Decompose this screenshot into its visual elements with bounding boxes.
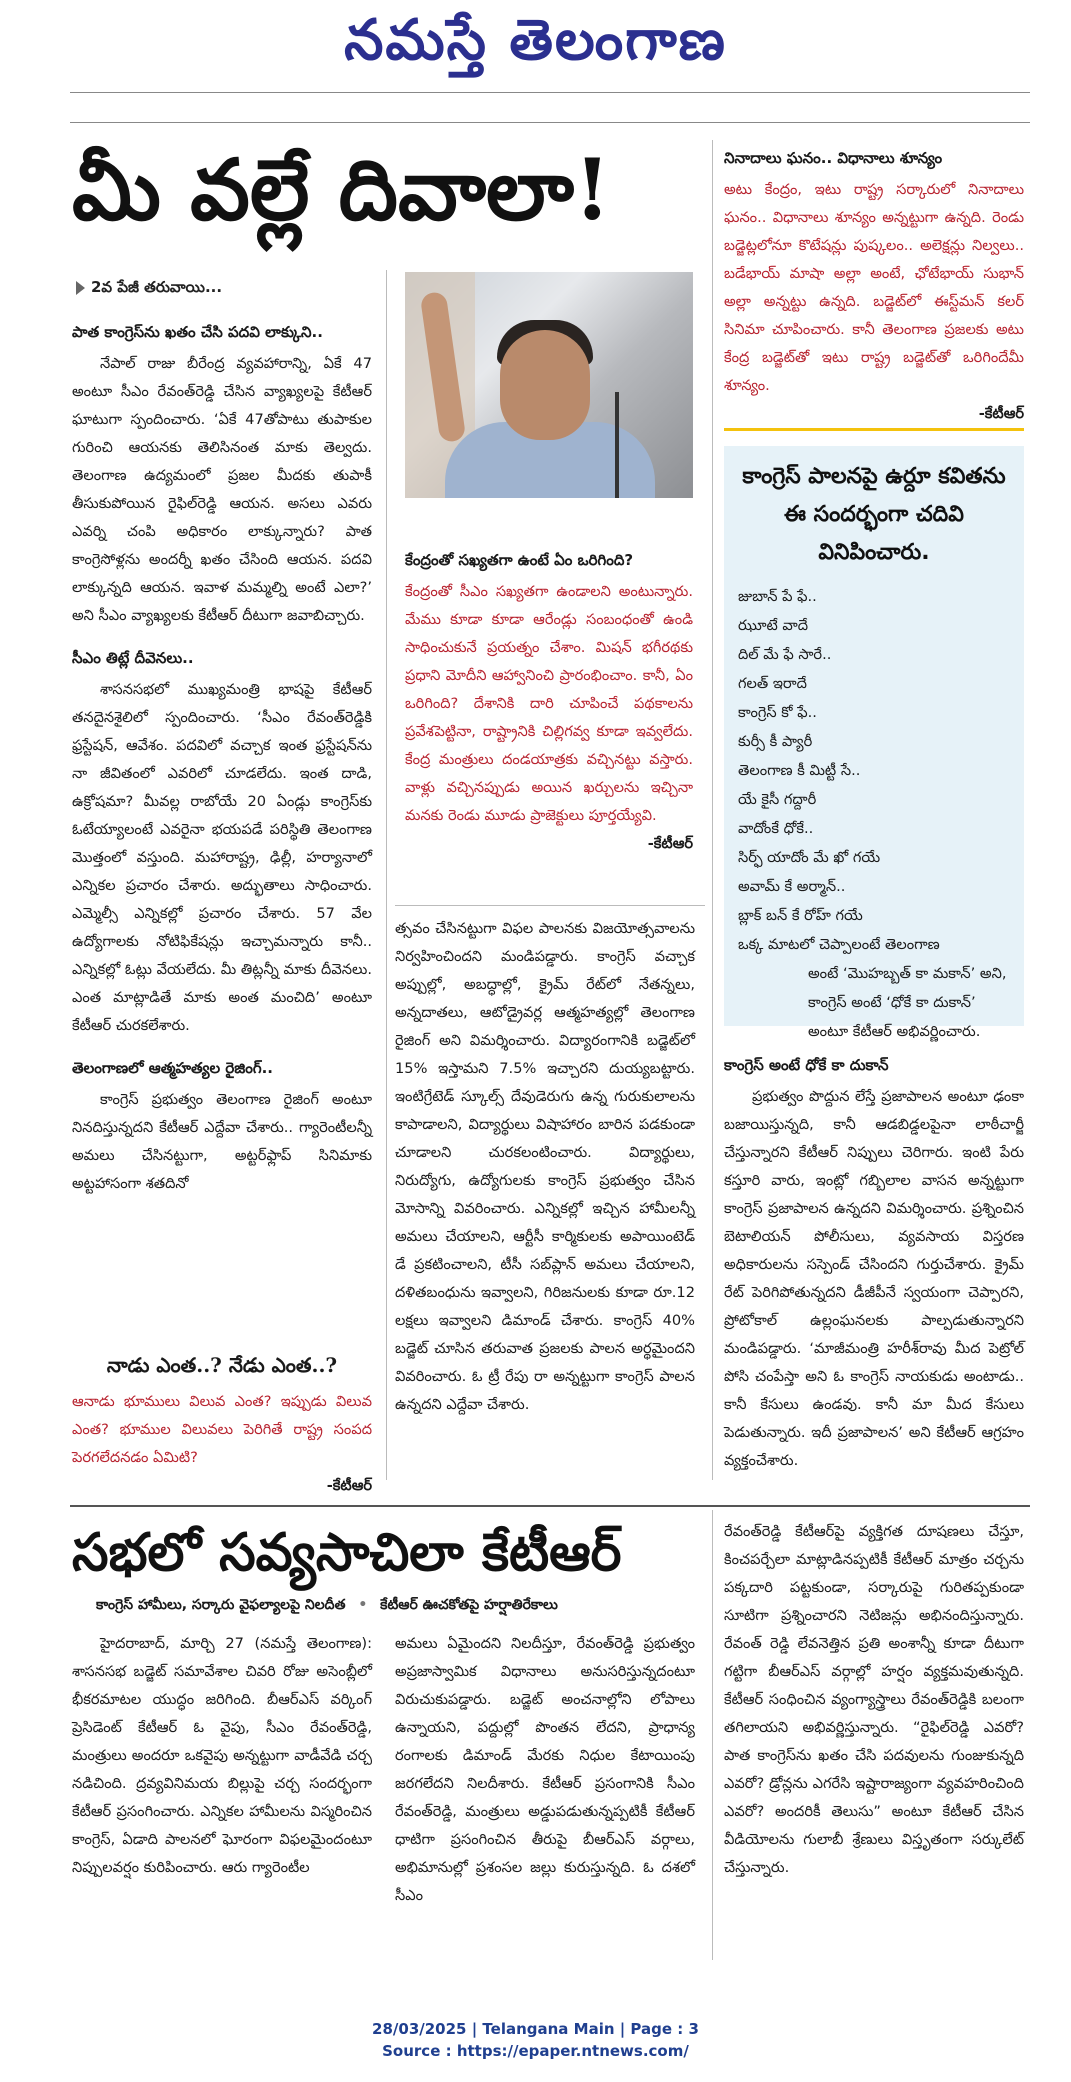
column-divider — [386, 270, 387, 1480]
poem-line: అంటూ కేటీఆర్‌ అభివర్ణించారు. — [808, 1023, 981, 1040]
paragraph: అటు కేంద్రం, ఇటు రాష్ట్ర సర్కారులో నినాదాలు ఘనం.. విధానాలు శూన్యం అన్నట్టుగా ఉన్నది. రెండు బడ్జెట్లలోనూ కొటేషన్లు పుష్కలం.. అలెక్షన్లు నిల్వలు.. బడేభాయ్‌ మాషా అల్లా అంటే, ఛోటేభాయ్‌ సుభాన్‌ అల్లా అన్నట్టు ఉన్నది. బడ్జెట్‌లో ఈస్ట్‌మన్‌ కలర్‌ సినిమా చూపించారు. కానీ తెలంగాణ ప్రజలకు అటు కేంద్ర బడ్జెట్‌తో ఇటు రాష్ట్ర బడ్జెట్‌తో ఒరిగిందేమీ శూన్యం. — [724, 181, 1024, 394]
footer-source: Source : https://epaper.ntnews.com/ — [382, 2042, 689, 2060]
poem-lines — [724, 582, 1024, 1046]
bottom-column-1 — [72, 1630, 372, 1882]
column-divider — [712, 140, 713, 1480]
paragraph: కాంగ్రెస్‌ ప్రభుత్వం తెలంగాణ రైజింగ్‌ అంటూ నినదిస్తున్నదని కేటీఆర్‌ ఎద్దేవా చేశారు.. గ్యారెంటీలన్నీ అమలు చేసినట్టుగా, అట్టర్‌ఫ్లాప్‌ సినిమాకు అట్టహాసంగా శతదినో — [72, 1091, 372, 1192]
section-divider — [395, 905, 705, 906]
poem-line: కాంగ్రెస్‌ అంటే ‘ధోకే కా దుకాన్‌’ — [808, 994, 976, 1011]
signature: -కేటీఆర్‌ — [978, 405, 1024, 422]
poem-line: జుబాన్‌ పే ఫే.. — [738, 588, 817, 605]
poem-line: దిల్‌ మే ఫే సారే.. — [738, 646, 832, 663]
bottom-headline: సభలో సవ్యసాచిలా కేటీఆర్‌ — [72, 1522, 622, 1583]
box-title: కాంగ్రెస్‌ పాలనపై ఉర్దూ కవితను ఈ సందర్భంగా చదివి వినిపించారు. — [742, 464, 1006, 565]
deck-right: కేటీఆర్‌ ఊచకోతపై హర్షాతిరేకాలు — [380, 1597, 558, 1613]
top-rule — [70, 122, 1030, 123]
poem-line: ఒక్క మాటలో చెప్పాలంటే తెలంగాణ — [738, 936, 940, 953]
bottom-deck — [96, 1597, 558, 1616]
poem-line: ఝూటే వాదే — [738, 617, 809, 634]
poem-line: బ్లాక్‌ బన్‌ కే రోహ్‌ గయే — [738, 907, 863, 924]
poem-line: కుర్సీ కీ ప్యారీ — [738, 733, 813, 750]
column-2-sidebar — [405, 540, 693, 858]
sidebar-signature: -కేటీఆర్‌ — [647, 835, 693, 852]
poem-line: అవామ్‌ కే అర్మాన్‌.. — [738, 878, 846, 895]
section-heading: సీఎం తిట్లే దీవెనలు.. — [72, 649, 194, 667]
column-2 — [395, 915, 695, 1419]
sidebar-body: కేంద్రంతో సీఎం సఖ్యతగా ఉండాలని అంటున్నారు. మేము కూడా కూడా ఆరేండ్లు సంబంధంతో ఉండి సాధించుకునే ప్రయత్నం చేశాం. మిషన్‌ భగీరథకు ప్రధాని మోదీని ఆహ్వానించి ప్రారంభించాం. కానీ, ఏం ఒరిగింది? దేశానికి దారి చూపించే పథకాలను ప్రవేశపెట్టినా, రాష్ట్రానికి చిల్లిగవ్వ కూడా ఇవ్వలేదు. కేంద్ర మంత్రులు దండయాత్రకు వచ్చినట్టు వస్తారు. వాళ్లు వచ్చినప్పుడు అయిన ఖర్చులను ఇచ్చినా మనకు రెండు మూడు ప్రాజెక్టులు పూర్తయ్యేవి. — [405, 583, 693, 824]
yellow-rule — [724, 428, 1024, 431]
column-3-bottom — [724, 1045, 1024, 1475]
sidebar-heading: కేంద్రంతో సఖ్యతగా ఉంటే ఏం ఒరిగింది? — [405, 551, 634, 569]
continuation-note — [76, 278, 222, 300]
poem-line: కాంగ్రెస్‌ కో ఫే.. — [738, 704, 817, 721]
paragraph: శాసనసభలో ముఖ్యమంత్రి భాషపై కేటీఆర్‌ తనదైనశైలిలో స్పందించారు. ‘సీఎం రేవంత్‌రెడ్డికి ఫ్రస్టేషన్‌, ఆవేశం. పదవిలో వచ్చాక ఇంత ఫ్రస్టేషన్‌ను నా జీవితంలో ఎవరిలో చూడలేదు. ఇంత దాడి, ఉక్రోషమా? మీవల్ల రాబోయే 20 ఏండ్లు కాంగ్రెస్‌కు ఓటేయ్యాలంటే ఎవరైనా భయపడే పరిస్థితి తెలంగాణ మొత్తంలో వస్తుంది. మహారాష్ట్ర, ఢిల్లీ, హర్యానాలో ఎన్నికల ప్రచారం చేశారు. అద్భుతాలు సాధించారు. ఎమ్మెల్సీ ఎన్నికల్లో ప్రచారం చేశారు. 57 వేల ఉద్యోగాలకు నోటిఫికేషన్లు ఇచ్చామన్నారు కానీ.. ఎన్నికల్లో ఓట్లు వేయలేదు. మీ తిట్లన్నీ మాకు దీవెనలు. ఎంత మాట్లాడితే మాకు అంత మంచిది’ అంటూ కేటీఆర్‌ చురకలేశారు. — [72, 681, 372, 1034]
section-heading: తెలంగాణలో ఆత్మహత్యల రైజింగ్‌.. — [72, 1059, 273, 1077]
bottom-column-3 — [724, 1518, 1024, 1882]
column-3-top — [724, 138, 1024, 428]
paragraph: అమలు ఏమైందని నిలదీస్తూ, రేవంత్‌రెడ్డి ప్రభుత్వం అప్రజాస్వామిక విధానాలు అనుసరిస్తున్నదంటూ విరుచుకుపడ్డారు. బడ్జెట్‌ అంచనాల్లోని లోపాలు ఉన్నాయని, పద్దుల్లో పొంతన లేదని, ప్రాధాన్య రంగాలకు డిమాండ్‌ మేరకు నిధుల కేటాయింపు జరగలేదని నిలదీశారు. కేటీఆర్‌ ప్రసంగానికి సీఎం రేవంత్‌రెడ్డి, మంత్రులు అడ్డుపడుతున్నప్పటికీ కేటీఆర్‌ ధాటిగా ప్రసంగించిన తీరుపై బీఆర్‌ఎస్‌ వర్గాలు, అభిమానుల్లో ప్రశంసల జల్లు కురుస్తున్నది. ఓ దశలో సీఎం — [395, 1635, 695, 1904]
deck-left: కాంగ్రెస్‌ హామీలు, సర్కారు వైఫల్యాలపై నిలదీత — [96, 1597, 346, 1613]
masthead — [0, 0, 1071, 80]
column-1 — [72, 312, 372, 1198]
paragraph: ప్రభుత్వం పొద్దున లేస్తే ప్రజాపాలన అంటూ ఢంకా బజాయిస్తున్నది, కానీ ఆడబిడ్డలపైనా లాఠీచార్జీ చేస్తున్నారని కేటీఆర్‌ నిప్పులు చెరిగారు. ఇంటి పేరు కస్తూరి వారు, ఇంట్లో గబ్బిలాల వాసన అన్నట్టుగా కాంగ్రెస్‌ ప్రజాపాలన ఉన్నదని విమర్శించారు. ప్రశ్నించిన బెటాలియన్‌ పోలీసులు, వ్యవసాయ విస్తరణ అధికారులను సస్పెండ్‌ చేసిందని గుర్తుచేశారు. క్రైమ్‌ రేట్‌ పెరిగిపోతున్నదని డీజీపీనే స్వయంగా చెప్పారని, ప్రోటోకాల్‌ ఉల్లంఘనలకు పాల్పడుతున్నారని మండిపడ్డారు. ‘మాజీమంత్రి హరీశ్‌రావు మీద పెట్రోల్‌ పోసి చంపేస్తా అని ఓ కాంగ్రెస్‌ నాయకుడు అంటాడు.. కానీ కేసులు ఉండవు. కానీ మా మీద కేసులు పెడుతున్నారు. ఇదీ ప్రజాపాలన’ అని కేటీఆర్‌ ఆగ్రహం వ్యక్తంచేశారు. — [724, 1088, 1024, 1469]
quote-signature: -కేటీఆర్‌ — [326, 1477, 372, 1494]
person-speaking-photo — [405, 272, 693, 498]
bottom-story-rule — [70, 1505, 1030, 1507]
quote-body: ఆనాడు భూములు విలువ ఎంత? ఇప్పుడు విలువ ఎంత? భూముల విలువలు పెరిగితే రాష్ట్ర సంపద పెరగలేదనడం ఏమిటి? — [72, 1393, 372, 1466]
poem-line: తెలంగాణ కీ మిట్టీ సే.. — [738, 762, 861, 779]
masthead-title: నమస్తే తెలంగాణ — [344, 7, 727, 73]
poem-line: యే కైసీ గద్దారీ — [738, 791, 817, 808]
paragraph: హైదరాబాద్‌, మార్చి 27 (నమస్తే తెలంగాణ): శాసనసభ బడ్జెట్‌ సమావేశాల చివరి రోజు అసెంబ్లీలో భీకరమాటల యుద్ధం జరిగింది. బీఆర్‌ఎస్‌ వర్కింగ్‌ ప్రెసిడెంట్‌ కేటీఆర్‌ ఓ వైపు, సీఎం రేవంత్‌రెడ్డి, మంత్రులు అందరూ ఒకవైపు అన్నట్టుగా వాడీవేడి చర్చ నడిచింది. ద్రవ్యవినిమయ బిల్లుపై చర్చ సందర్భంగా కేటీఆర్‌ ప్రసంగించారు. ఎన్నికల హామీలను విస్మరించిన కాంగ్రెస్‌, ఏడాది పాలనలో ఘోరంగా విఫలమైందంటూ నిప్పులవర్షం కురిపించారు. ఆరు గ్యారెంటీల — [72, 1635, 372, 1876]
urdu-poem-box — [724, 446, 1024, 1040]
column-divider — [712, 1510, 713, 1960]
triangle-icon — [76, 281, 85, 295]
section-heading: కాంగ్రెస్‌ అంటే ధోకే కా దుకాన్‌ — [724, 1056, 889, 1074]
paragraph: నేపాల్‌ రాజు బీరేంద్ర వ్యవహారాన్ని, ఏకే 47 అంటూ సీఎం రేవంత్‌రెడ్డి చేసిన వ్యాఖ్యలపై కేటీఆర్‌ ఘాటుగా స్పందించారు. ‘ఏకే 47తోపాటు తుపాకుల గురించి ఆయనకు తెలిసినంత మాకు తెల్వదు. తెలంగాణ ఉద్యమంలో ప్రజల మీదకు తుపాకీ తీసుకుపోయిన రైఫిల్‌రెడ్డి ఆయన. అసలు ఎవరు ఎవర్ని చంపి అధికారం లాక్కున్నారు? పాత కాంగ్రెసోళ్లను అందర్నీ ఖతం చేసింది ఆయన. పదవి లాక్కున్నది ఆయన. ఇవాళ మమ్మల్ని అంటే ఎలా?’ అని సీఎం వ్యాఖ్యలకు కేటీఆర్‌ దీటుగా జవాబిచ్చారు. — [72, 355, 372, 624]
bottom-column-2 — [395, 1630, 695, 1910]
continuation-label: 2వ పేజీ తరువాయి... — [91, 278, 223, 296]
paragraph: రేవంత్‌రెడ్డి కేటీఆర్‌పై వ్యక్తిగత దూషణలు చేస్తూ, కించపర్చేలా మాట్లాడినప్పటికీ కేటీఆర్‌ మాత్రం చర్చను పక్కదారి పట్టకుండా, సర్కారుపై గురితప్పకుండా సూటిగా ప్రశ్నించారని నెటిజన్లు అభినందిస్తున్నారు. రేవంత్‌ రెడ్డి లేవనెత్తిన ప్రతి అంశాన్నీ కూడా దీటుగా గట్టిగా బీఆర్‌ఎస్‌ వర్గాల్లో హర్షం వ్యక్తమవుతున్నది. కేటీఆర్‌ సంధించిన వ్యంగ్యాస్త్రాలు రేవంత్‌రెడ్డికి బలంగా తగిలాయని అభివర్ణిస్తున్నారు. “రైఫిల్‌రెడ్డి ఎవరో? పాత కాంగ్రెస్‌ను ఖతం చేసి పదవులను గుంజుకున్నది ఎవరో? డ్రోన్లను ఎగరేసి ఇష్టారాజ్యంగా వ్యవహరించింది ఎవరో? అందరికీ తెలుసు” అంటూ కేటీఆర్‌ చేసిన వీడియోలను గులాబీ శ్రేణులు విస్తృతంగా సర్కులేట్‌ చేస్తున్నారు. — [724, 1523, 1024, 1876]
sidebar-quote — [72, 1350, 372, 1500]
paragraph: త్సవం చేసినట్టుగా విఫల పాలనకు విజయోత్సవాలను నిర్వహించిందని మండిపడ్డారు. కాంగ్రెస్‌ వచ్చాక అప్పుల్లో, అబద్ధాల్లో, క్రైమ్‌ రేట్‌లో నేతన్నలు, అన్నదాతలు, ఆటోడ్రైవర్ల ఆత్మహత్యల్లో తెలంగాణ రైజింగ్‌ అని విమర్శించారు. విద్యారంగానికి బడ్జెట్‌లో 15% ఇస్తామని 7.5% ఇచ్చారని దుయ్యబట్టారు. ఇంటిగ్రేటెడ్‌ స్కూల్స్‌ దేవుడెరుగు ఉన్న గురుకులాలను కాపాడాలని, విద్యార్థులు విషాహారం బారిన పడకుండా చూడాలని చురకలంటించారు. విద్యార్థులు, నిరుద్యోగు, ఉద్యోగులకు కాంగ్రెస్‌ ప్రభుత్వం చేసిన మోసాన్ని వివరించారు. ఎన్నికల్లో ఇచ్చిన హామీలన్నీ అమలు చేయాలని, ఆర్టీసీ కార్మికులకు అపాయింటెడ్‌ డే ప్రకటించాలని, టీసీ సబ్‌ప్లాన్‌ అమలు చేయాలని, దళితబంధును ఇవ్వాలని, గిరిజనులకు కూడా రూ.12 లక్షలు ఇవ్వాలని డిమాండ్‌ చేశారు. కాంగ్రెస్‌ 40% బడ్జెట్‌ చూసిన తరువాత ప్రజలకు పాలన అర్థమైందని వివరించారు. ఓ ట్రీ రేపు రా అన్నట్టుగా కాంగ్రెస్‌ పాలన ఉన్నదని ఎద్దేవా చేశారు. — [395, 920, 695, 1413]
masthead-rule — [70, 92, 1030, 93]
section-heading: పాత కాంగ్రెస్‌ను ఖతం చేసి పదవి లాక్కుని.. — [72, 323, 323, 341]
poem-line: సిర్ఫ్‌ యాదోం మే ఖో గయే — [738, 849, 881, 866]
poem-line: అంటే ‘మొహబ్బత్‌ కా మకాన్‌’ అని, — [808, 965, 1007, 982]
bullet-icon: • — [358, 1597, 368, 1613]
section-heading: నినాదాలు ఘనం.. విధానాలు శూన్యం — [724, 149, 943, 167]
main-headline: మీ వల్లే దివాలా! — [72, 140, 611, 239]
quote-heading: నాడు ఎంత..? నేడు ఎంత..? — [106, 1353, 338, 1377]
poem-line: వాదోంకే ధోకే.. — [738, 820, 814, 837]
footer-date: 28/03/2025 | Telangana Main | Page : 3 — [372, 2020, 699, 2038]
poem-line: గలత్‌ ఇరాదే — [738, 675, 807, 692]
